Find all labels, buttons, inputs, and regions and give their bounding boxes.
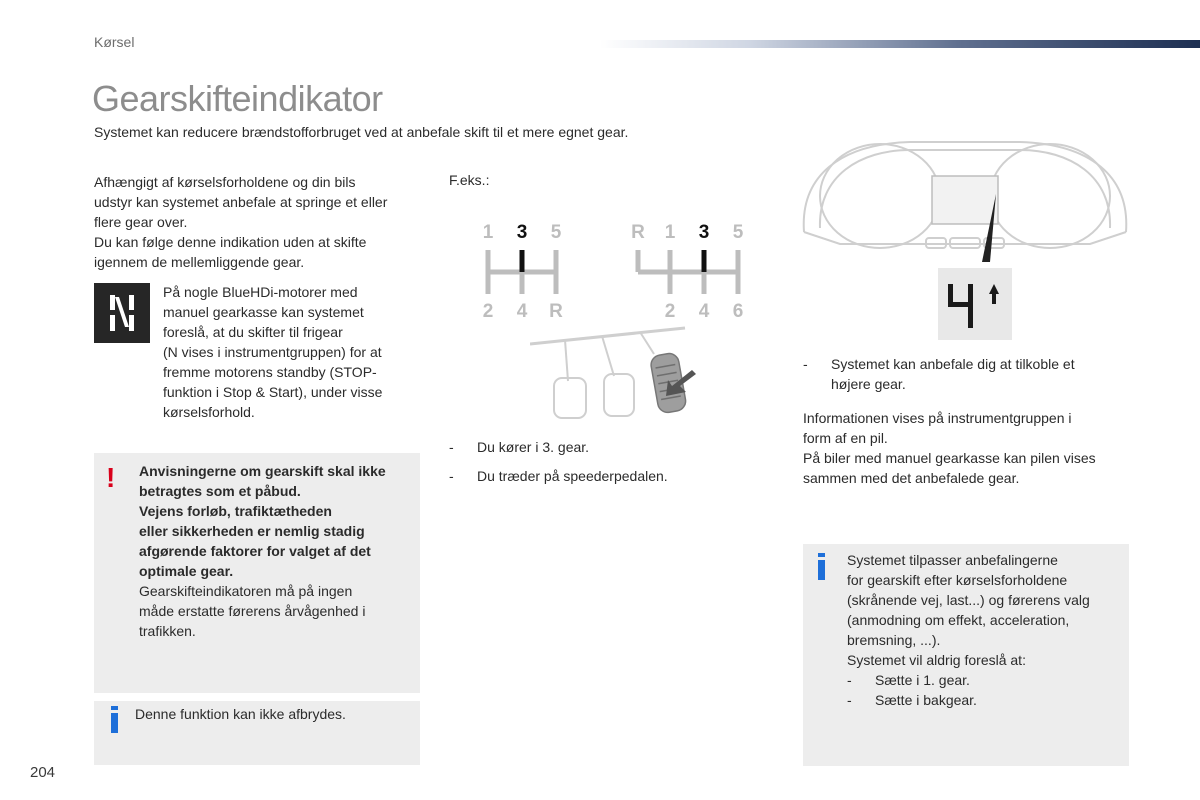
page-title: Gearskifteindikator bbox=[92, 78, 383, 119]
gear-label: 5 bbox=[732, 222, 744, 243]
sub-bullet bbox=[847, 690, 1123, 710]
text-line: igennem de mellemliggende gear. bbox=[94, 254, 305, 270]
bullet-text: Du kører i 3. gear. bbox=[477, 439, 590, 455]
warning-line: måde erstatte førerens årvågenhed i bbox=[139, 603, 366, 619]
gear-label: 3 bbox=[698, 222, 710, 243]
text-line: På biler med manuel gearkasse kan pilen vises bbox=[803, 450, 1096, 466]
bullet-line: Systemet kan anbefale dig at tilkoble et bbox=[831, 356, 1075, 372]
bullet-text: Du træder på speederpedalen. bbox=[477, 468, 668, 484]
bullet-dash: - bbox=[847, 692, 852, 708]
page-number: 204 bbox=[30, 764, 56, 781]
text-line: Afhængigt af kørselsforholdene og din bils bbox=[94, 174, 356, 190]
bullet-dash: - bbox=[449, 468, 454, 484]
warning-line: trafikken. bbox=[139, 623, 196, 639]
warning-bold-line: Vejens forløb, trafiktætheden bbox=[139, 503, 332, 519]
text-line: form af en pil. bbox=[803, 430, 888, 446]
text-line: (N vises i instrumentgruppen) for at bbox=[163, 344, 382, 360]
warning-text bbox=[139, 461, 419, 641]
text-line: udstyr kan systemet anbefale at springe et eller bbox=[94, 194, 388, 210]
gear-label: 2 bbox=[482, 301, 494, 322]
text-line: manuel gearkasse kan systemet bbox=[163, 304, 364, 320]
info-text bbox=[847, 550, 1123, 710]
section-label: Kørsel bbox=[94, 34, 135, 50]
warning-exclamation-icon: ! bbox=[106, 462, 116, 493]
gear-label: 3 bbox=[516, 222, 528, 243]
warning-bold-line: afgørende faktorer for valget af det bbox=[139, 543, 371, 559]
text-line: foreslå, at du skifter til frigear bbox=[163, 324, 343, 340]
info-line: bremsning, ...). bbox=[847, 632, 941, 648]
bullet-dash: - bbox=[847, 672, 852, 688]
gear-label: 5 bbox=[550, 222, 562, 243]
info-line: (anmodning om effekt, acceleration, bbox=[847, 612, 1070, 628]
text-line: sammen med det anbefalede gear. bbox=[803, 470, 1020, 486]
info-line: Systemet vil aldrig foreslå at: bbox=[847, 652, 1026, 668]
warning-bold-line: betragtes som et påbud. bbox=[139, 483, 301, 499]
text-line: Informationen vises på instrumentgruppen i bbox=[803, 410, 1072, 426]
warning-bold-line: optimale gear. bbox=[139, 563, 234, 579]
text-line: fremme motorens standby (STOP- bbox=[163, 364, 377, 380]
bullet-item bbox=[449, 466, 668, 486]
bullet-item bbox=[449, 437, 589, 457]
bullet-text: Sætte i bakgear. bbox=[875, 692, 977, 708]
display-info-paragraph bbox=[803, 408, 1133, 488]
pedals-illustration bbox=[530, 326, 700, 426]
gear-label: R bbox=[549, 301, 563, 322]
bullet-text: Sætte i 1. gear. bbox=[875, 672, 970, 688]
dependency-paragraph bbox=[94, 172, 424, 272]
warning-line: Gearskifteindikatoren må på ingen bbox=[139, 583, 353, 599]
instrument-cluster-illustration bbox=[800, 136, 1130, 266]
gear-label: 4 bbox=[698, 301, 710, 322]
gear-display-illustration bbox=[938, 268, 1012, 340]
bullet-dash: - bbox=[803, 356, 808, 372]
bullet-dash: - bbox=[449, 439, 454, 455]
text-line: På nogle BlueHDi-motorer med bbox=[163, 284, 358, 300]
text-line: Du kan følge denne indikation uden at skifte bbox=[94, 234, 367, 250]
gear-label: R bbox=[631, 222, 645, 243]
neutral-n-icon bbox=[94, 283, 150, 343]
sub-bullet bbox=[847, 670, 1123, 690]
info-line: Systemet tilpasser anbefalingerne bbox=[847, 552, 1058, 568]
intro-text: Systemet kan reducere brændstofforbruget ved at anbefale skift til et mere egnet gear. bbox=[94, 124, 629, 140]
bullet-item bbox=[803, 354, 1123, 394]
text-line: kørselsforhold. bbox=[163, 404, 255, 420]
example-label: F.eks.: bbox=[449, 172, 490, 188]
bullet-line: højere gear. bbox=[831, 376, 906, 392]
warning-bold-line: Anvisningerne om gearskift skal ikke bbox=[139, 463, 386, 479]
gear-label: 1 bbox=[664, 222, 676, 243]
warning-bold-line: eller sikkerheden er nemlig stadig bbox=[139, 523, 365, 539]
text-line: funktion i Stop & Start), under visse bbox=[163, 384, 383, 400]
neutral-recommendation-text bbox=[163, 282, 423, 422]
gear-label: 6 bbox=[732, 301, 744, 322]
text-line: flere gear over. bbox=[94, 214, 188, 230]
info-text: Denne funktion kan ikke afbrydes. bbox=[135, 706, 346, 722]
gear-label: 1 bbox=[482, 222, 494, 243]
header-gradient-bar bbox=[600, 40, 1200, 48]
info-line: (skrånende vej, last...) og førerens valg bbox=[847, 592, 1090, 608]
gear-shift-diagram bbox=[468, 210, 758, 325]
info-i-icon bbox=[111, 706, 118, 733]
info-i-icon bbox=[818, 553, 825, 580]
gear-label: 4 bbox=[516, 301, 528, 322]
info-line: for gearskift efter kørselsforholdene bbox=[847, 572, 1068, 588]
gear-label: 2 bbox=[664, 301, 676, 322]
